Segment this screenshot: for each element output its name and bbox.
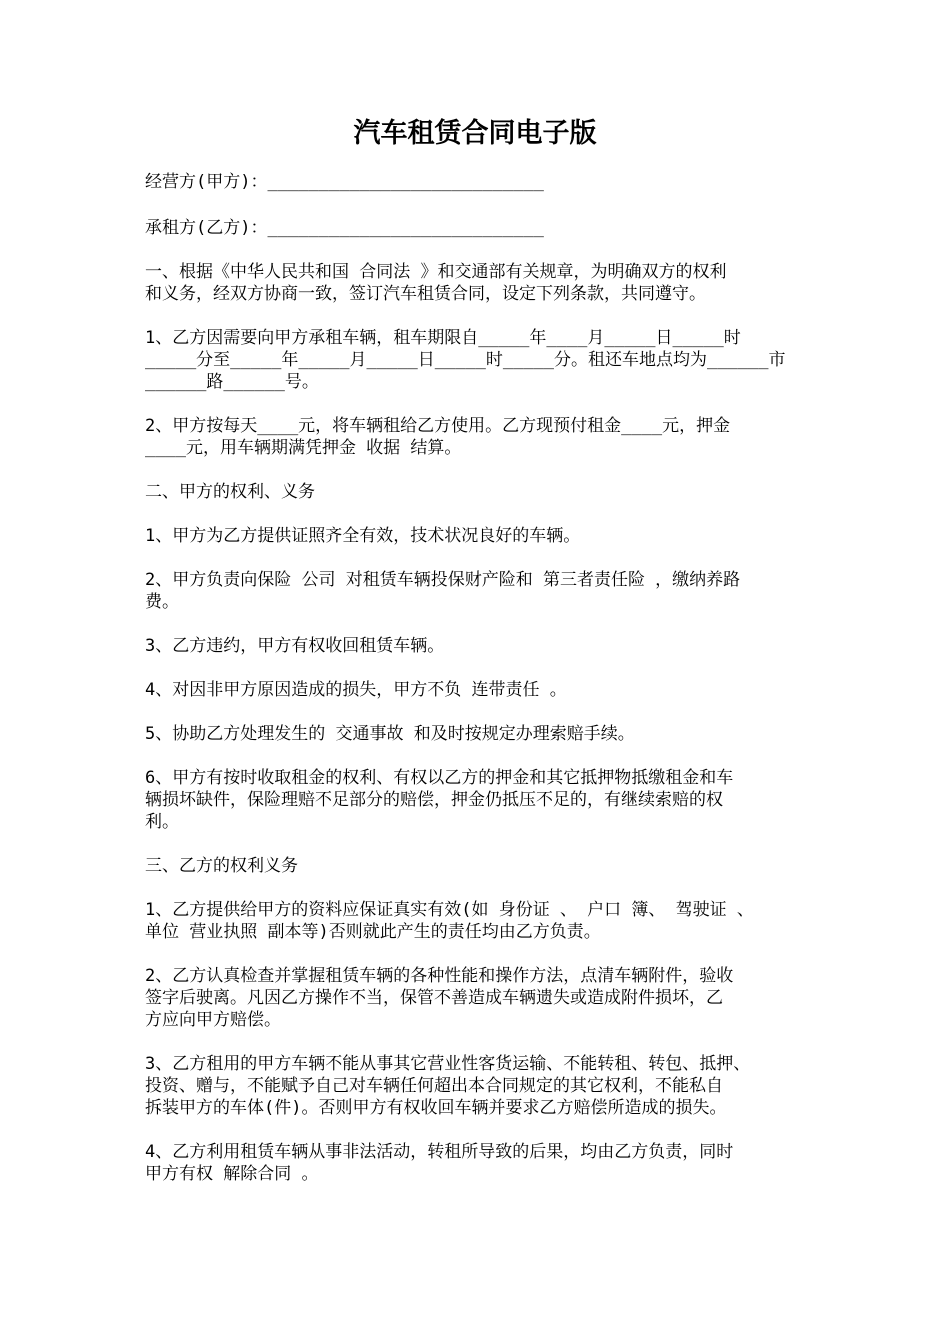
clause-3-3-paragraph: 3、乙方租用的甲方车辆不能从事其它营业性客货运输、不能转租、转包、抵押、 投资、赠与，不能赋予自己对车辆任何超出本合同规定的其它权利，不能私自 拆装甲方的车体(件)。否则甲方有权收回车辆并要求乙方赔偿所造成的损失。 xyxy=(145,1054,751,1118)
clause-2-3-paragraph: 3、乙方违约，甲方有权收回租赁车辆。 xyxy=(145,636,445,656)
clause-2-2-paragraph: 2、甲方负责向保险 公司 对租赁车辆投保财产险和 第三者责任险 ，缴纳养路 费。 xyxy=(145,570,741,612)
clause-3-1-paragraph: 1、乙方提供给甲方的资料应保证真实有效(如 身份证 、 户口 簿、 驾驶证 、 单位 营业执照 副本等)否则就此产生的责任均由乙方负责。 xyxy=(145,900,754,942)
clause-2-1-paragraph: 1、甲方为乙方提供证照齐全有效，技术状况良好的车辆。 xyxy=(145,526,581,546)
section-3-heading: 三、乙方的权利义务 xyxy=(145,856,298,876)
clause-2-6-paragraph: 6、甲方有按时收取租金的权利、有权以乙方的押金和其它抵押物抵缴租金和车 辆损坏缺件，保险理赔不足部分的赔偿，押金仍抵压不足的，有继续索赔的权 利。 xyxy=(145,768,734,832)
clause-3-2-paragraph: 2、乙方认真检查并掌握租赁车辆的各种性能和操作方法，点清车辆附件，验收 签字后驶离。凡因乙方操作不当，保管不善造成车辆遗失或造成附件损坏，乙 方应向甲方赔偿。 xyxy=(145,966,734,1030)
party-b-field: 承租方(乙方)：___________________________ xyxy=(145,218,544,238)
document-title: 汽车租赁合同电子版 xyxy=(353,118,597,149)
clause-2-5-paragraph: 5、协助乙方处理发生的 交通事故 和及时按规定办理索赔手续。 xyxy=(145,724,635,744)
clause-2-4-paragraph: 4、对因非甲方原因造成的损失，甲方不负 连带责任 。 xyxy=(145,680,567,700)
clause-1-2-paragraph: 2、甲方按每天____元，将车辆租给乙方使用。乙方现预付租金____元，押金 ____元，用车辆期满凭押金 收据 结算。 xyxy=(145,416,731,458)
section-2-heading: 二、甲方的权利、义务 xyxy=(145,482,315,502)
clause-1-1-paragraph: 1、乙方因需要向甲方承租车辆，租车期限自_____年____月_____日_____时 _____分至_____年_____月_____日_____时_____分。租还车地点均为______市 ______路______号。 xyxy=(145,328,786,392)
section-1-intro-paragraph: 一、根据《中华人民共和国 合同法 》和交通部有关规章，为明确双方的权利 和义务，经双方协商一致，签订汽车租赁合同，设定下列条款，共同遵守。 xyxy=(145,262,727,304)
party-a-field: 经营方(甲方)：___________________________ xyxy=(145,172,544,192)
clause-3-4-paragraph: 4、乙方利用租赁车辆从事非法活动，转租所导致的后果，均由乙方负责，同时 甲方有权 解除合同 。 xyxy=(145,1142,734,1184)
